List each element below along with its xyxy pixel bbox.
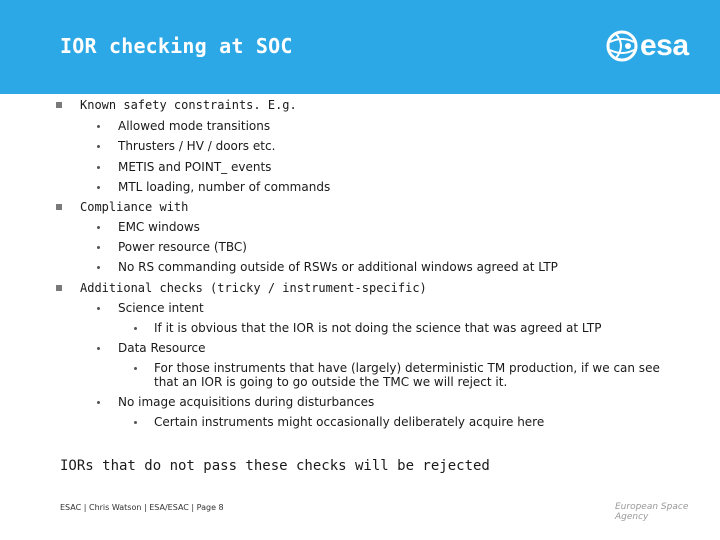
list-item: Thrusters / HV / doors etc. [118,139,276,153]
bullet-dot [97,266,100,269]
list-item: MTL loading, number of commands [118,180,331,194]
list-item: Allowed mode transitions [118,119,271,133]
bullet-dot [134,327,137,330]
section-heading: Known safety constraints. E.g. [80,98,297,112]
square-bullet [56,285,62,291]
conclusion-text: IORs that do not pass these checks will be rejected [60,458,490,474]
list-item: Data Resource [118,341,206,355]
list-item: Science intent [118,301,204,315]
sub-list-item: If it is obvious that the IOR is not doing the science that was agreed at LTP [154,321,602,335]
square-bullet [56,102,62,108]
footer-info: ESAC | Chris Watson | ESA/ESAC | Page 8 [60,503,224,512]
list-item: EMC windows [118,220,200,234]
list-item: METIS and POINT_ events [118,160,272,174]
footer-agency: European Space Agency [615,502,689,522]
bullet-dot [97,347,100,350]
bullet-dot [97,401,100,404]
bullet-dot [97,226,100,229]
bullet-dot [97,186,100,189]
square-bullet [56,204,62,210]
section-heading: Compliance with [80,200,189,214]
esa-logo-text: esa [640,29,689,62]
bullet-dot [97,246,100,249]
list-item: No image acquisitions during disturbances [118,395,375,409]
bullet-dot [134,367,137,370]
bullet-dot [97,307,100,310]
slide-title: IOR checking at SOC [60,34,293,58]
list-item: No RS commanding outside of RSWs or additional windows agreed at LTP [118,260,558,274]
sub-list-item: For those instruments that have (largely) deterministic TM production, if we can see that an IOR is going to go outside the TMC we will reject it. [154,361,660,389]
list-item: Power resource (TBC) [118,240,247,254]
bullet-dot [97,145,100,148]
sub-list-item: Certain instruments might occasionally deliberately acquire here [154,415,545,429]
bullet-dot [97,166,100,169]
bullet-dot [134,421,137,424]
bullet-dot [97,125,100,128]
section-heading: Additional checks (tricky / instrument-specific) [80,281,427,295]
